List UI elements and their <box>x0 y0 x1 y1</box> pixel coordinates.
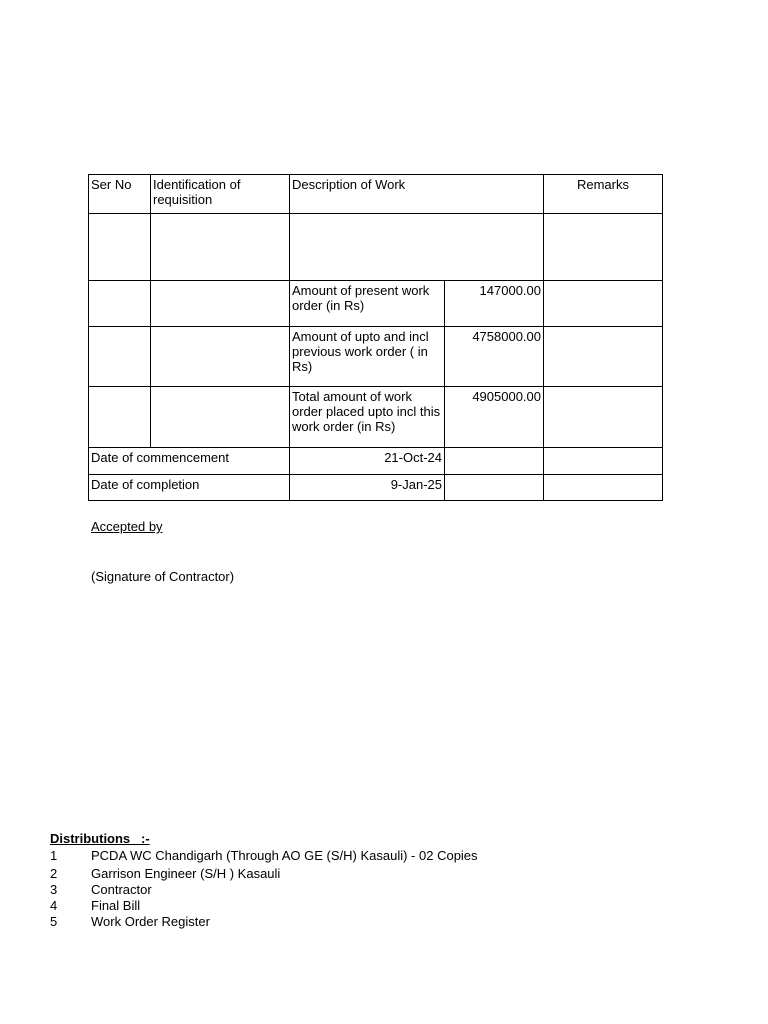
signature-label: (Signature of Contractor) <box>91 569 235 584</box>
table-rule <box>88 213 663 214</box>
distribution-item-text: Garrison Engineer (S/H ) Kasauli <box>91 866 281 881</box>
header-ser-no: Ser No <box>91 177 132 192</box>
table-col-rule <box>150 174 151 448</box>
table-border-bottom <box>88 500 663 501</box>
present-amount-label: Amount of present work order (in Rs) <box>292 283 430 313</box>
distribution-item-number: 4 <box>50 898 58 913</box>
distribution-item-text: Final Bill <box>91 898 141 913</box>
distribution-item-number: 5 <box>50 914 58 929</box>
present-amount-value: 147000.00 <box>479 283 541 298</box>
distribution-item-text: PCDA WC Chandigarh (Through AO GE (S/H) Kasauli) - 02 Copies <box>91 848 478 863</box>
distribution-item-text: Work Order Register <box>91 914 210 929</box>
distribution-item-text: Contractor <box>91 882 152 897</box>
distribution-item-number: 2 <box>50 866 58 881</box>
total-amount-label: Total amount of work order placed upto incl this work order (in Rs) <box>292 389 441 434</box>
header-remarks: Remarks <box>576 177 629 192</box>
header-description: Description of Work <box>292 177 406 192</box>
completion-date-label: Date of completion <box>91 477 200 492</box>
distributions-title: Distributions :- <box>50 831 150 846</box>
total-amount-value: 4905000.00 <box>472 389 541 404</box>
commencement-date-label: Date of commencement <box>91 450 230 465</box>
table-border-right <box>662 174 663 501</box>
header-identification: Identification of requisition <box>153 177 241 207</box>
accepted-by-label: Accepted by <box>91 519 163 534</box>
commencement-date-value: 21-Oct-24 <box>384 450 442 465</box>
distribution-item-number: 3 <box>50 882 58 897</box>
previous-amount-label: Amount of upto and incl previous work order ( in Rs) <box>292 329 429 374</box>
completion-date-value: 9-Jan-25 <box>390 477 442 492</box>
previous-amount-value: 4758000.00 <box>472 329 541 344</box>
table-col-rule <box>543 174 544 501</box>
distribution-item-number: 1 <box>50 848 58 863</box>
